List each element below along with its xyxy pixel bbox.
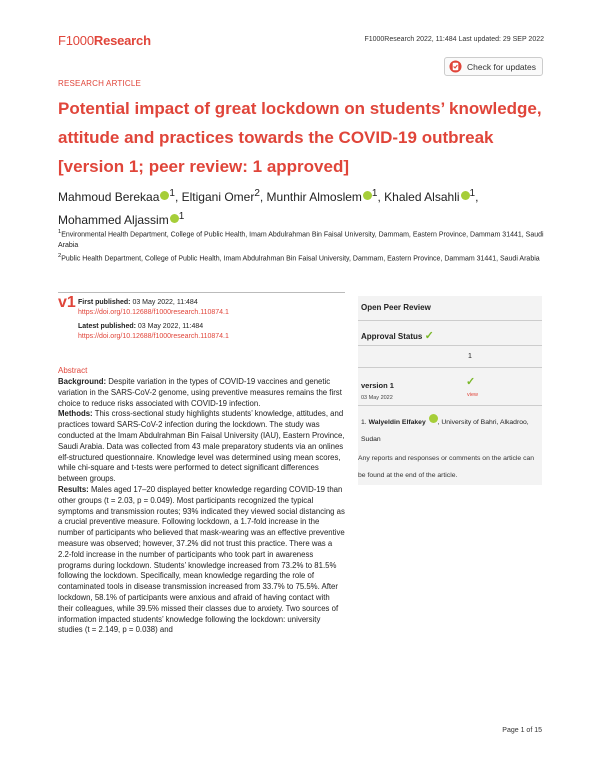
section-label: RESEARCH ARTICLE bbox=[58, 79, 142, 88]
orcid-icon[interactable] bbox=[461, 191, 470, 200]
divider bbox=[358, 345, 542, 346]
first-doi-link[interactable]: https://doi.org/10.12688/f1000research.110874.1 bbox=[78, 309, 229, 316]
divider bbox=[58, 292, 345, 293]
title-line: Potential impact of great lockdown on students’ knowledge, bbox=[58, 99, 542, 118]
orcid-icon[interactable] bbox=[429, 414, 438, 423]
abstract-body bbox=[58, 377, 345, 636]
approval-status: Approval Status ✓ bbox=[361, 330, 434, 342]
affiliation: $^2$Public Health Department, College of Public Health, Imam Abdulrahman Bin Faisal University, Dammam, Eastern Province, Dammam 31441, Saudi Arabia bbox=[58, 253, 540, 263]
author-name[interactable]: Mahmoud Berekaa bbox=[58, 190, 160, 204]
check-for-updates-button[interactable] bbox=[444, 57, 543, 76]
abstract-heading: Abstract bbox=[58, 366, 88, 375]
reports-note: Any reports and responses or comments on the article can be found at the end of the article. bbox=[358, 455, 535, 479]
approved-check-icon: ✓ bbox=[466, 376, 476, 388]
latest-doi-link[interactable]: https://doi.org/10.12688/f1000research.110874.1 bbox=[78, 333, 229, 340]
version-label[interactable]: version 1 bbox=[361, 381, 394, 390]
title-line: attitude and practices towards the COVID-19 outbreak bbox=[58, 128, 494, 147]
reviewer-entry: 1. Walyeldin Elfakey , University of Bahri, Alkadroo, Sudan bbox=[361, 414, 541, 448]
latest-published: Latest published: 03 May 2022, 11:484 https://doi.org/10.12688/f1000research.110874.1 bbox=[78, 323, 229, 340]
affiliation: $^1$Environmental Health Department, College of Public Health, Imam Abdulrahman Bin Faisal University, Dammam, Eastern Province, Dammam 31441, Saudi Arabia bbox=[58, 229, 544, 250]
title-line: [version 1; peer review: 1 approved] bbox=[58, 157, 349, 176]
orcid-icon[interactable] bbox=[363, 191, 372, 200]
author-name[interactable]: Mohammed Aljassim bbox=[58, 213, 169, 227]
author-name[interactable]: , Eltigani Omer bbox=[174, 190, 255, 204]
citation-line: F1000Research 2022, 11:484 Last updated: 29 SEP 2022 bbox=[364, 36, 544, 43]
reviewer-name[interactable]: Walyeldin Elfakey bbox=[368, 419, 426, 426]
divider bbox=[358, 367, 542, 368]
orcid-icon[interactable] bbox=[170, 214, 179, 223]
version-date: 03 May 2022 bbox=[361, 395, 393, 401]
divider bbox=[358, 320, 542, 321]
open-peer-review-heading: Open Peer Review bbox=[361, 303, 431, 312]
check-updates-icon bbox=[449, 60, 462, 73]
abstract-results: Results: Males aged 17–20 displayed better knowledge regarding COVID-19 than other groups (t = 2.03, p = 0.049). Most participants recognized the typical symptoms and transmission routes; 93% indicated they viewed social distancing as a crucial preventive measure. Following lockdown, a 1.7-fold increase in the number of participants who believed that mask-wearing was an effective preventive measure was observed; however, 37.2% did not trust this practice. There was a 2.2-fold increase in the number of participants who took part in awareness programs during lockdown. Students’ knowledge increased from 73.2% to 81.5% following the lockdown. Specifically, mean knowledge regarding the role of contaminated tools in disease transmission increased from 33.7% to 75.5%. After lockdown, 58.1% of participants were anxious and afraid of having contact with their colleagues, while 39.5% missed their classes due to anxiety. Two sources of information impacted students’ knowledge following the lockdown: university studies (t = 2.149, p = 0.038) and bbox=[58, 484, 345, 635]
first-published: First published: 03 May 2022, 11:484 https://doi.org/10.12688/f1000research.110874.1 bbox=[78, 299, 229, 316]
article-title bbox=[58, 94, 558, 181]
approved-check-icon: ✓ bbox=[424, 330, 434, 342]
author-list: Mahmoud Berekaa $^1$, Eltigani Omer$^2$, Munthir Almoslem $^1$, Khaled Alsahli $^1$, Mohammed Aljassim $^1$ bbox=[58, 188, 479, 227]
reviewer-column: 1 bbox=[468, 353, 472, 360]
view-report-link[interactable]: view bbox=[467, 392, 479, 398]
divider bbox=[358, 405, 542, 406]
journal-logo: F1000Research bbox=[58, 33, 151, 48]
author-name[interactable]: , Khaled Alsahli bbox=[377, 190, 460, 204]
abstract-background: Background: Despite variation in the types of COVID-19 vaccines and genetic variation in the SARS-CoV-2 genome, using preventive measures remains the first choice to reduce risks associated with COVID-19 infection. bbox=[58, 377, 342, 408]
check-updates-label: Check for updates bbox=[467, 61, 536, 72]
abstract-methods: Methods: This cross-sectional study highlights students’ knowledge, attitudes, and practices toward SARS-CoV-2 infection during the lockdown. The study was conducted at the Imam Abdulrahman Bin Faisal University (IAU), Eastern Province, Saudi Arabia. Data was collected from 43 male preparatory students via an onlines elf-structured questionnaire. Knowledge level was determined using mean scores, while chi-square and t-tests were performed to detect significant differences between groups. bbox=[58, 409, 345, 484]
version-badge: v1 bbox=[58, 294, 76, 311]
page-number: Page 1 of 15 bbox=[502, 727, 542, 734]
author-name[interactable]: , Munthir Almoslem bbox=[259, 190, 362, 204]
